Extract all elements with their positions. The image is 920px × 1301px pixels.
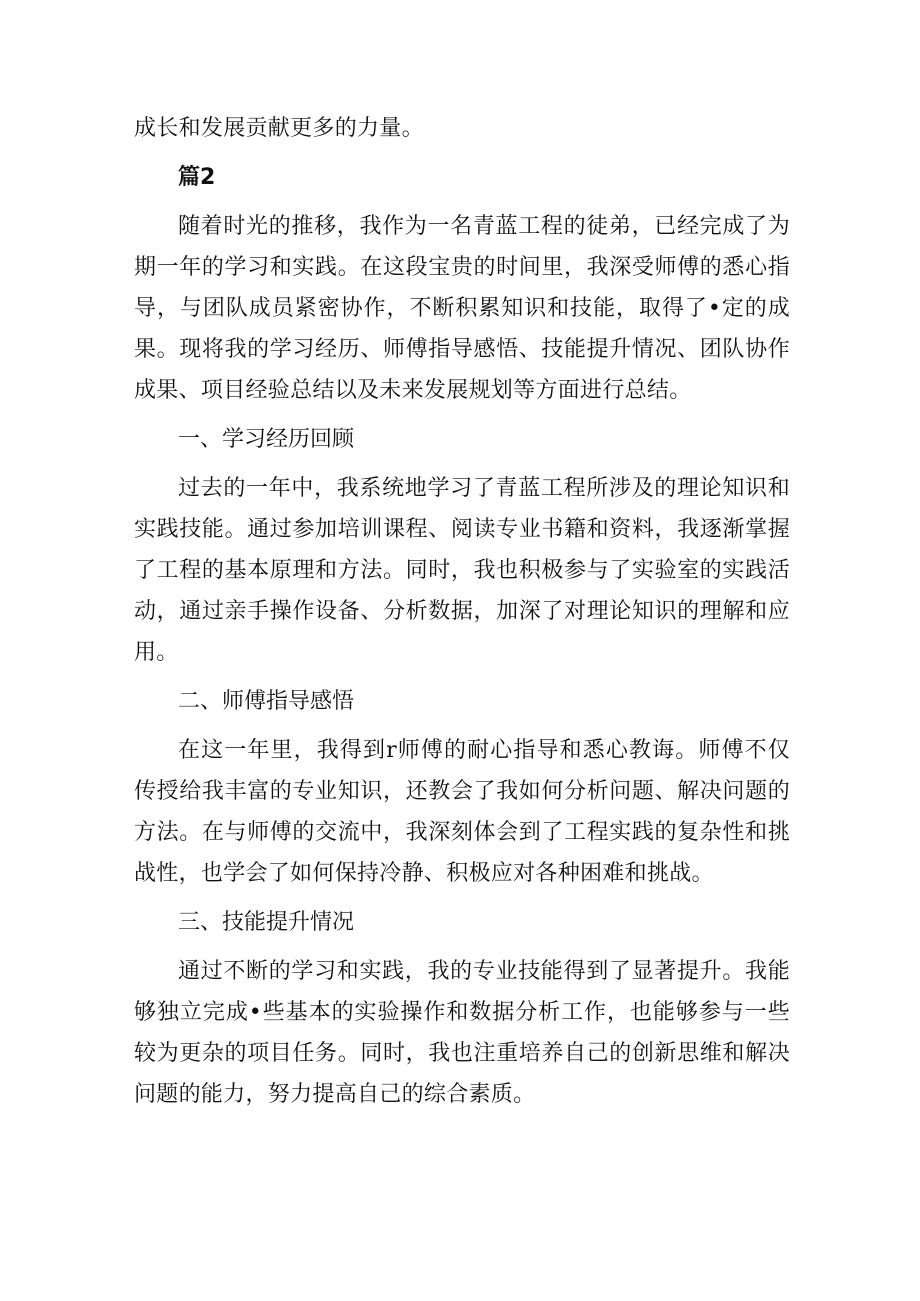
- section-body-3: 通过不断的学习和实践，我的专业技能得到了显著提升。我能够独立完成•些基本的实验操作和数据分析工作，也能够参与一些较为更杂的项目任务。同时，我也注重培养自己的创新思维和解决问题的能力，努力提高自己的综合素质。: [134, 959, 790, 1107]
- continuation-paragraph: 成长和发展贡献更多的力量。: [134, 116, 424, 141]
- section-body-1: 过去的一年中，我系统地学习了青蓝工程所涉及的理论知识和实践技能。通过参加培训课程、阅读专业书籍和资料，我逐渐掌握了工程的基本原理和方法。同时，我也积极参与了实验室的实践活动，通过亲手操作设备、分析数据，加深了对理论知识的理解和应用。: [134, 476, 790, 665]
- intro-paragraph: 随着时光的推移，我作为一名青蓝工程的徒弟，已经完成了为期一年的学习和实践。在这段宝贵的时间里，我深受师傅的悉心指导，与团队成员紧密协作，不断积累知识和技能，取得了•定的成果。现将我的学习经历、师傅指导感悟、技能提升情况、团队协作成果、项目经验总结以及未来发展规划等方面进行总结。: [134, 214, 790, 403]
- section-heading-2: 二、师傅指导感悟: [178, 689, 355, 714]
- section-heading-3: 三、技能提升情况: [178, 910, 355, 935]
- section-body-2: 在这一年里，我得到r师傅的耐心指导和悉心教诲。师傅不仅传授给我丰富的专业知识，还教会了我如何分析问题、解决问题的方法。在与师傅的交流中，我深刻体会到了工程实践的复杂性和挑战性，也学会了如何保持冷静、积极应对各种困难和挑战。: [134, 738, 790, 886]
- section-heading-1: 一、学习经历回顾: [178, 427, 355, 452]
- chapter-title: 篇2: [178, 165, 216, 190]
- document-page: [134, 108, 790, 1123]
